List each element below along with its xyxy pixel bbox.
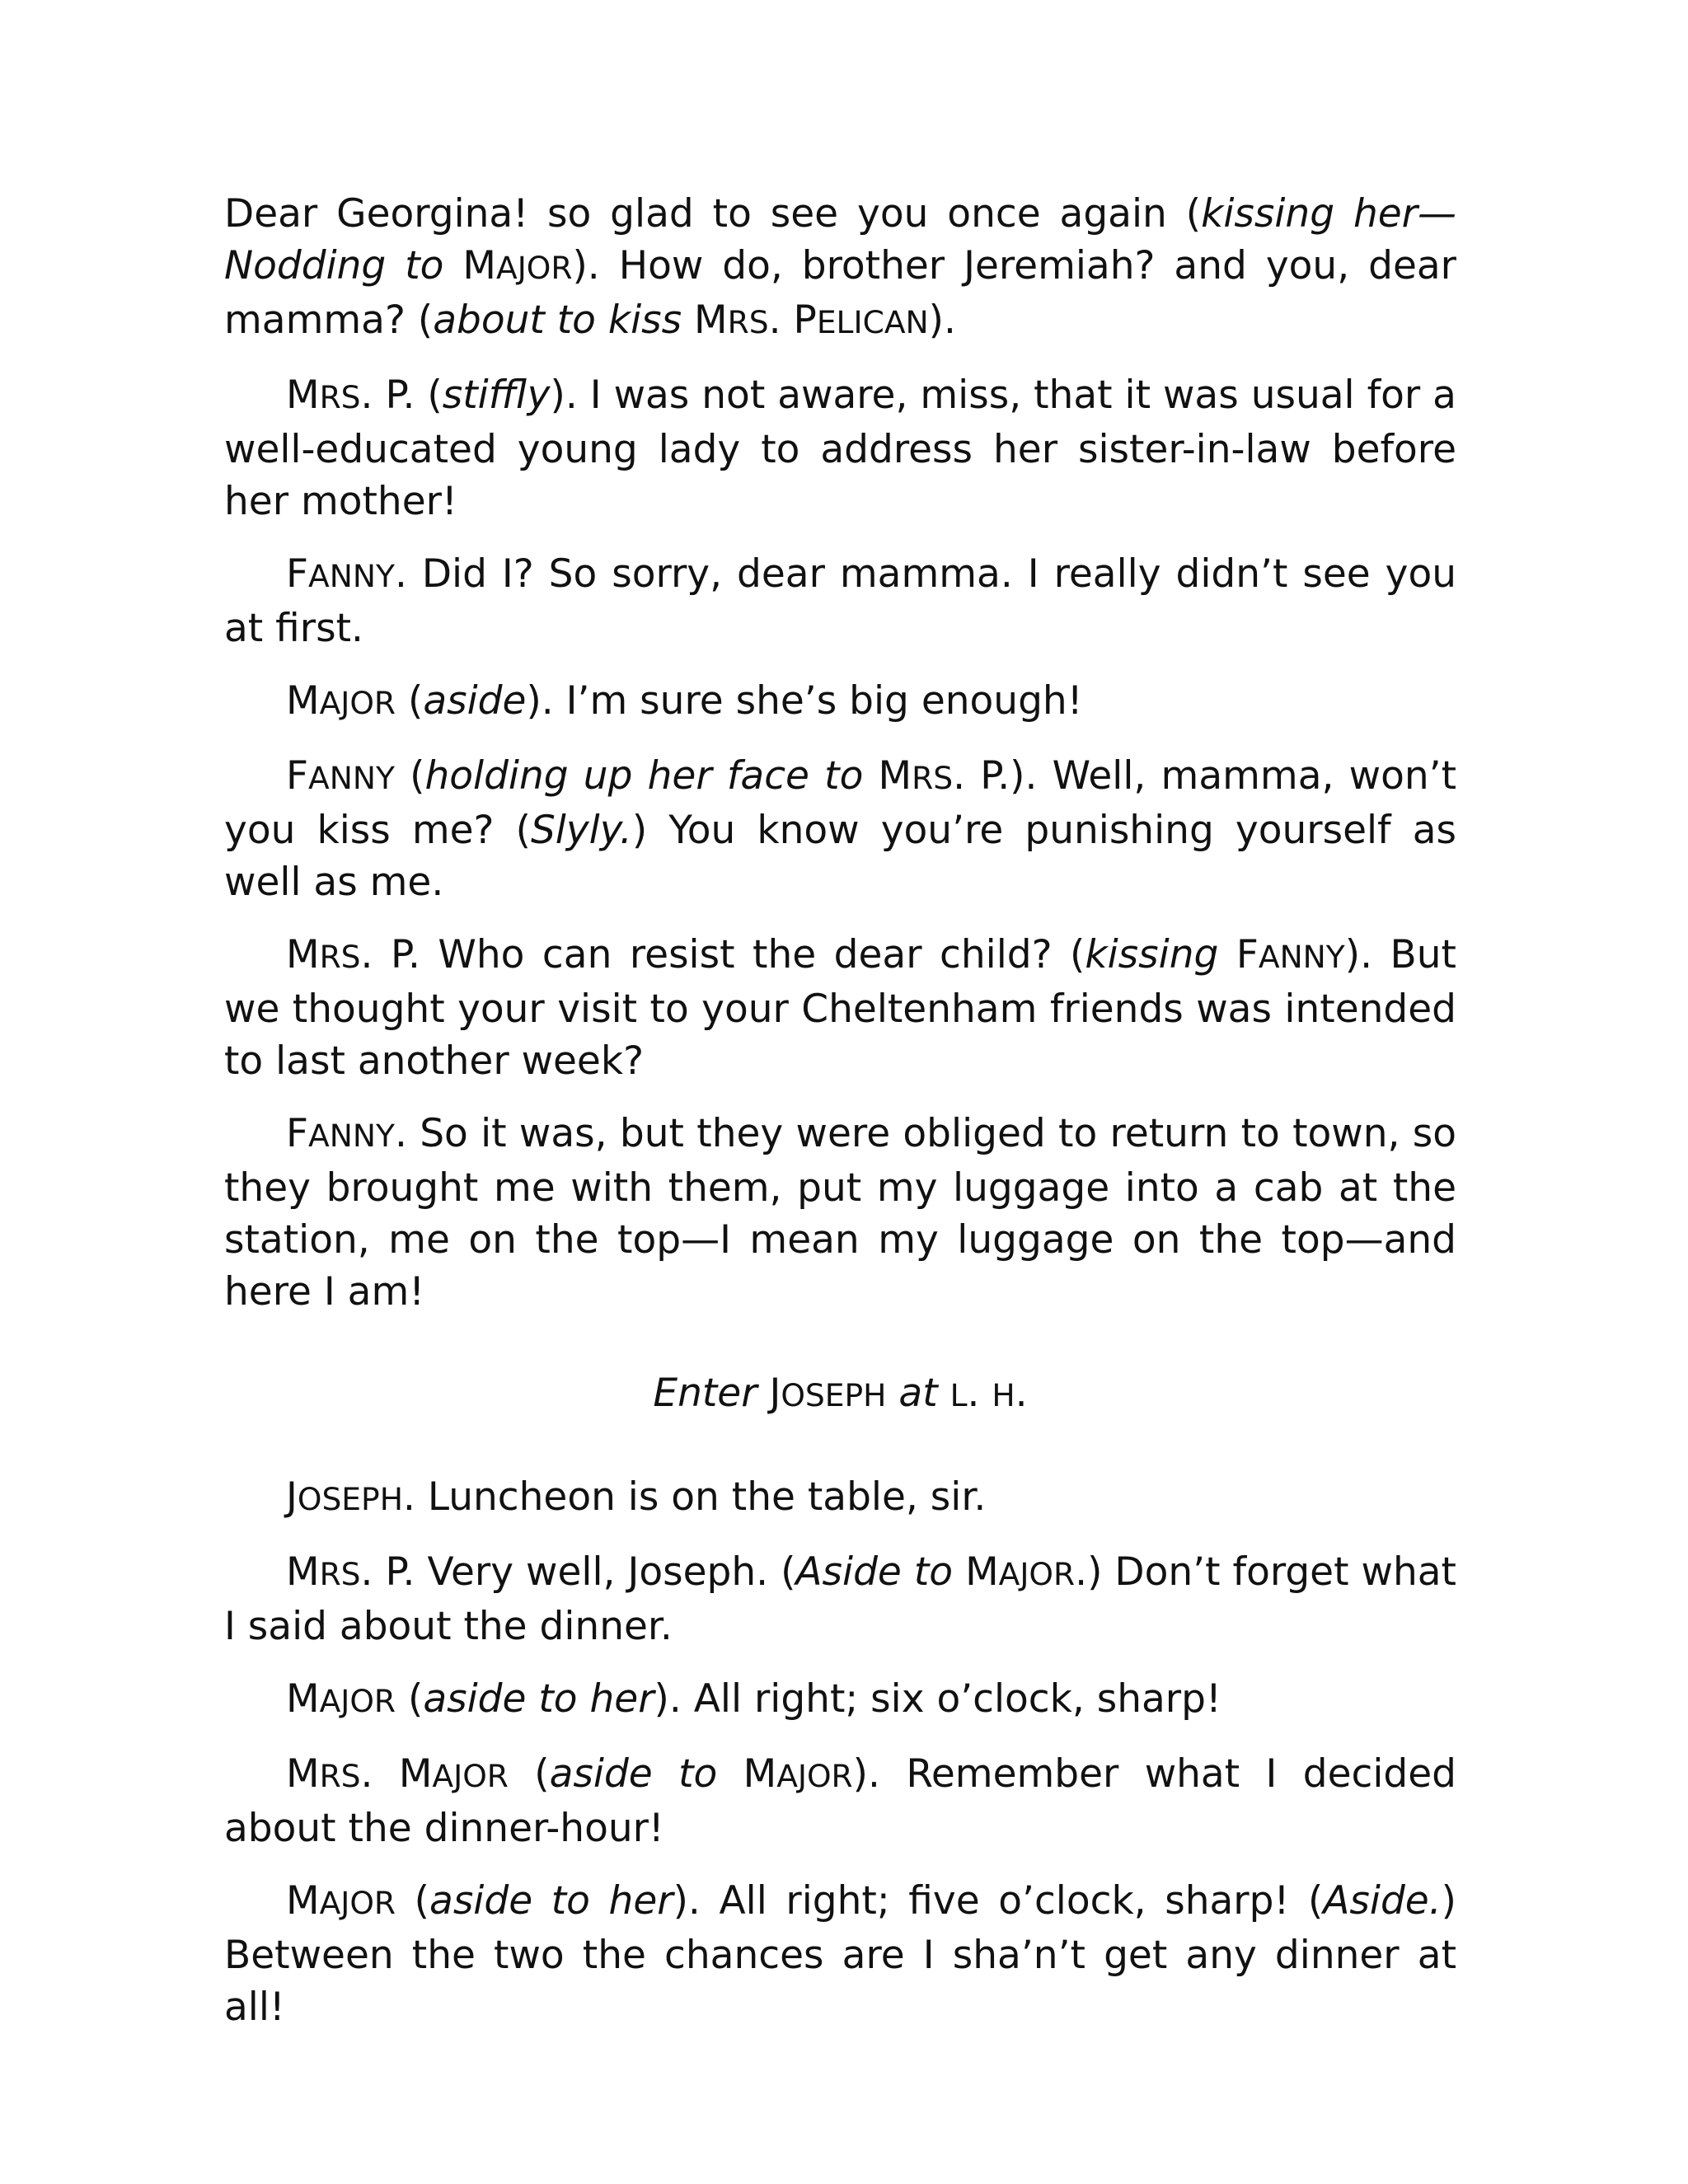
text-run: . Luncheon is on the table, sir. (402, 1474, 987, 1520)
dialogue-paragraph (224, 188, 1456, 349)
play-script-page (224, 188, 1456, 2054)
text-run: . (967, 1371, 992, 1416)
text-run: M (286, 1549, 320, 1595)
text-run: . P (768, 298, 817, 343)
text-run: . Did I? So sorry, dear mamma. I really didn’t see you at first. (224, 551, 1456, 651)
text-run: M (286, 1751, 320, 1797)
text-run: F (1218, 932, 1259, 977)
text-run: M (717, 1751, 777, 1797)
text-run: F (286, 551, 309, 597)
text-run: ( (394, 753, 425, 799)
text-run: . So it was, but they were obliged to return to town, so they brought me with them, put my luggage into a cab at the station, me on the top—I mean my luggage on the top—and here I am! (224, 1111, 1456, 1315)
text-run: F (286, 753, 309, 799)
text-run: . P. Who can resist the dear child? ( (360, 932, 1085, 977)
small-caps-text: ANNY (308, 558, 395, 594)
text-run (886, 1371, 898, 1416)
text-run: ( (396, 1878, 430, 1924)
text-run: . P. Very well, Joseph. ( (360, 1549, 796, 1595)
text-run: . P. ( (360, 373, 443, 418)
small-caps-text: OSEPH (781, 1377, 887, 1413)
text-run: M (462, 243, 496, 288)
italic-text: aside to her (423, 1676, 654, 1722)
small-caps-text: OSEPH (297, 1481, 403, 1517)
dialogue-paragraph (224, 1546, 1456, 1652)
text-run (938, 1371, 950, 1416)
text-run: ). Remember what I decided about the dinner-hour! (224, 1751, 1456, 1851)
small-caps-text: RS (319, 939, 361, 975)
text-run: J (757, 1371, 781, 1416)
small-caps-text: H (992, 1377, 1015, 1413)
italic-text: aside to her (429, 1878, 673, 1924)
italic-text: about to kiss (433, 298, 682, 343)
small-caps-text: L (950, 1377, 968, 1413)
dialogue-paragraph (224, 675, 1456, 729)
italic-text: at (898, 1371, 938, 1416)
stage-direction (224, 1367, 1456, 1422)
text-run: . P.). Well, mamma, won’t you kiss me? ( (224, 753, 1456, 853)
small-caps-text: AJOR (495, 250, 573, 286)
dialogue-paragraph (224, 548, 1456, 654)
small-caps-text: AJOR (319, 1683, 396, 1719)
dialogue-paragraph (224, 1748, 1456, 1854)
small-caps-text: ELICAN (816, 304, 929, 340)
small-caps-text: AJOR (998, 1556, 1076, 1592)
dialogue-paragraph (224, 929, 1456, 1087)
small-caps-text: ANNY (1258, 939, 1345, 975)
small-caps-text: RS (319, 1758, 361, 1794)
text-run: ). But we thought your visit to your Cheltenham friends was intended to last another week? (224, 932, 1456, 1084)
small-caps-text: RS (319, 379, 361, 415)
text-run: ( (508, 1751, 550, 1797)
small-caps-text: RS (319, 1556, 361, 1592)
dialogue-paragraph (224, 1673, 1456, 1727)
text-run: M (863, 753, 912, 799)
text-run: M (286, 373, 320, 418)
text-run: . (1015, 1371, 1028, 1416)
text-run: ( (396, 1676, 424, 1722)
small-caps-text: AJOR (319, 1885, 396, 1921)
small-caps-text: AJOR (432, 1758, 509, 1794)
italic-text: aside (423, 678, 527, 724)
italic-text: kissing her—Nodding to (224, 191, 1457, 288)
text-run: M (286, 1878, 320, 1924)
text-run: . M (360, 1751, 433, 1797)
text-run: M (286, 678, 320, 724)
text-run: .) Don’t forget what I said about the dinner. (224, 1549, 1456, 1649)
text-run: ( (396, 678, 424, 724)
small-caps-text: RS (912, 760, 954, 796)
italic-text: Aside to (795, 1549, 954, 1595)
text-run: J (286, 1474, 298, 1520)
text-run: Dear Georgina! so glad to see you once again ( (224, 191, 1202, 237)
italic-text: kissing (1085, 932, 1219, 977)
text-run: ). I was not aware, miss, that it was usual for a well-educated young lady to address her sister-in-law before her mother! (224, 373, 1456, 524)
dialogue-paragraph (224, 750, 1456, 908)
text-run: ). All right; five o’clock, sharp! ( (673, 1878, 1324, 1924)
dialogue-paragraph (224, 369, 1456, 527)
small-caps-text: AJOR (319, 685, 396, 721)
text-run: F (286, 1111, 309, 1156)
text-run: ). How do, brother Jeremiah? and you, dear mamma? ( (224, 243, 1456, 343)
dialogue-paragraph (224, 1471, 1456, 1526)
italic-text: Enter (653, 1371, 757, 1416)
text-run: ). (928, 298, 956, 343)
small-caps-text: ANNY (308, 760, 395, 796)
text-run: M (286, 1676, 320, 1722)
text-run: M (953, 1549, 999, 1595)
text-run: ) Between the two the chances are I sha’n’t get any dinner at all! (224, 1878, 1457, 2030)
italic-text: aside to (549, 1751, 718, 1797)
italic-text: stiffly (442, 373, 551, 418)
italic-text: holding up her face to (424, 753, 864, 799)
text-run: ). I’m sure she’s big enough! (526, 678, 1083, 724)
small-caps-text: AJOR (776, 1758, 853, 1794)
text-run: ). All right; six o’clock, sharp! (654, 1676, 1221, 1722)
dialogue-paragraph (224, 1108, 1456, 1318)
text-run (443, 243, 462, 288)
italic-text: Aside. (1323, 1878, 1442, 1924)
small-caps-text: RS (727, 304, 769, 340)
text-run: M (286, 932, 320, 977)
text-run: M (682, 298, 728, 343)
text-run: ) You know you’re punishing yourself as well as me. (224, 808, 1456, 905)
small-caps-text: ANNY (308, 1118, 395, 1154)
italic-text: Slyly. (530, 808, 632, 853)
dialogue-paragraph (224, 1875, 1456, 2033)
